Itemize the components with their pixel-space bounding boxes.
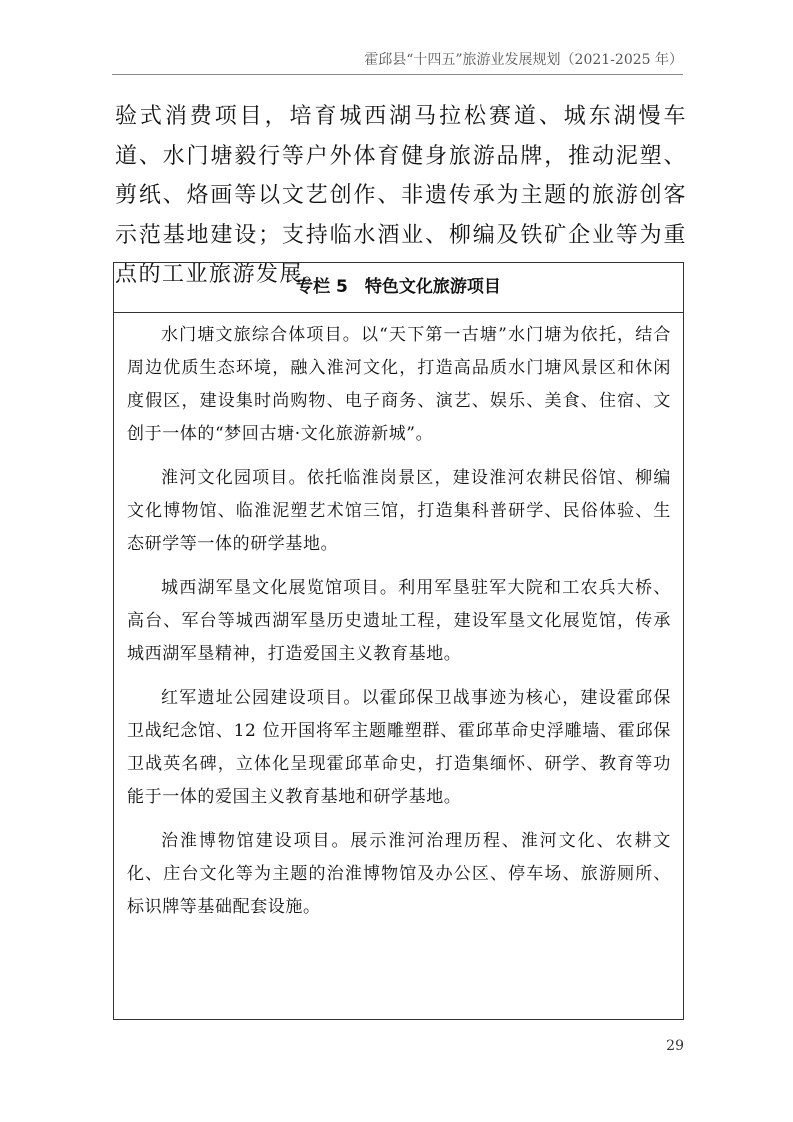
intro-paragraph: 验式消费项目，培育城西湖马拉松赛道、城东湖慢车道、水门塘毅行等户外体育健身旅游品牌，推动泥塑、剪纸、烙画等以文艺创作、非遗传承为主题的旅游创客示范基地建设；支持临水酒业、柳编及铁矿企业等为重点的工业旅游发展。 [115,104,687,287]
feature-box-body [114,313,683,924]
project-paragraph-shuimentang: 水门塘文旅综合体项目。以“天下第一古塘”水门塘为依托，结合周边优质生态环境，融入淮河文化，打造高品质水门塘风景区和休闲度假区，建设集时尚购物、电子商务、演艺、娱乐、美食、住宿、文创于一体的“梦回古塘·文化旅游新城”。 [127,325,671,444]
running-header [112,50,683,75]
project-paragraph-red-army-park: 红军遗址公园建设项目。以霍邱保卫战事迹为核心，建设霍邱保卫战纪念馆、12 位开国将军主题雕塑群、霍邱革命史浮雕墙、霍邱保卫战英名碑，立体化呈现霍邱革命史，打造集缅怀、研学、教育等功能于一体的爱国主义教育基地和研学基地。 [127,688,671,807]
project-paragraph-military-reclamation-museum: 城西湖军垦文化展览馆项目。利用军垦驻军大院和工农兵大桥、高台、军台等城西湖军垦历史遗址工程，建设军垦文化展览馆，传承城西湖军垦精神，打造爱国主义教育基地。 [127,578,671,664]
feature-box [113,262,684,1020]
project-paragraph-huaihe-culture-park: 淮河文化园项目。依托临淮岗景区，建设淮河农耕民俗馆、柳编文化博物馆、临淮泥塑艺术馆三馆，打造集科普研学、民俗体验、生态研学等一体的研学基地。 [127,468,671,554]
project-paragraph-huai-river-museum: 治淮博物馆建设项目。展示淮河治理历程、淮河文化、农耕文化、庄台文化等为主题的治淮博物馆及办公区、停车场、旅游厕所、标识牌等基础配套设施。 [127,831,671,917]
feature-box-title: 专栏 5 特色文化旅游项目 [114,263,683,313]
page-number: 29 [666,1038,684,1054]
running-header-title: 霍邱县“十四五”旅游业发展规划（2021-2025 年） [364,52,683,68]
